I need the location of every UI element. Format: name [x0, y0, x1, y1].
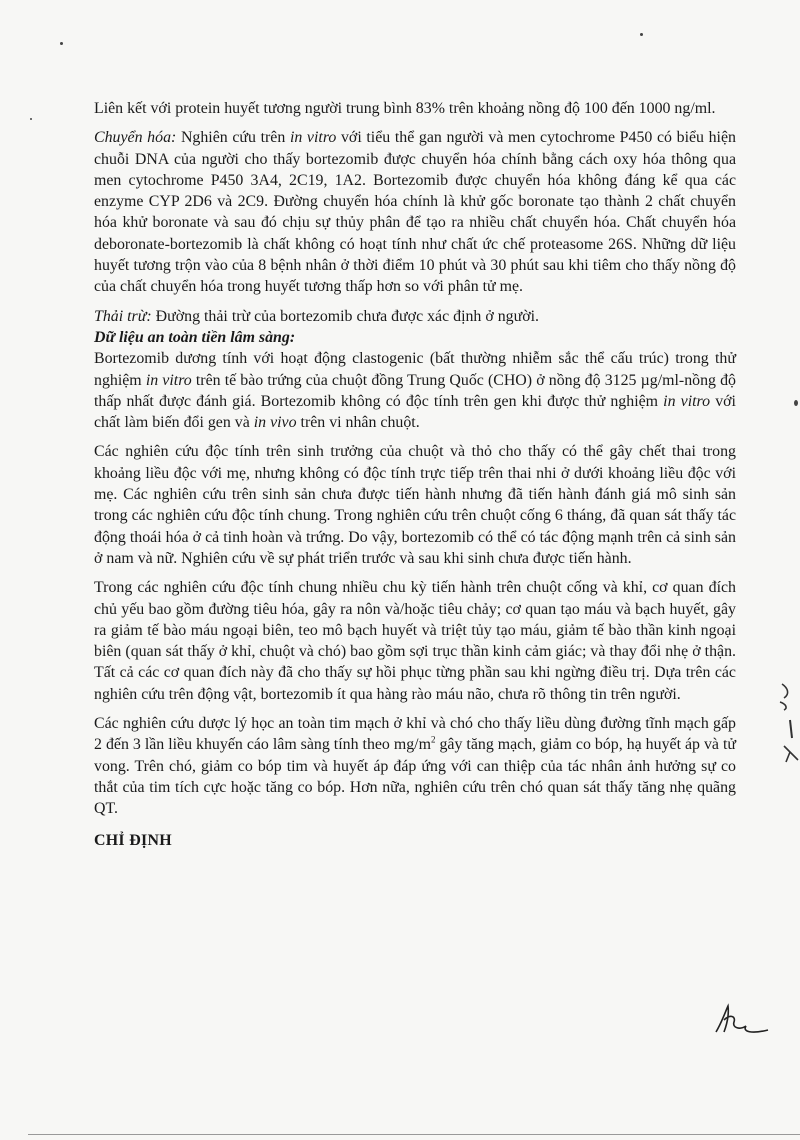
elimination-label: Thải trừ:	[94, 307, 152, 325]
in-vitro-term: in vitro	[145, 371, 192, 389]
scan-speck	[60, 42, 63, 45]
handwritten-initials	[712, 1000, 772, 1045]
clasto-text: Bortezomib dương tính với hoạt động clastogenic (bất thường nhiễm sắc thể cấu trúc) trong thử nghiệm	[94, 350, 736, 389]
in-vitro-term: in vitro	[289, 129, 337, 147]
margin-marks	[772, 680, 800, 785]
reproductive-paragraph: Các nghiên cứu độc tính trên sinh trưởng của chuột và thỏ cho thấy có thể gây chết thai trong khoảng liều độc với mẹ, nhưng không có độc tính trực tiếp trên thai nhi ở dưới khoảng liều độc với mẹ. Các nghiên cứu trên sinh sản chưa được tiến hành nhưng đã tiến hành đánh giá mô sinh sản trong các nghiên cứu độc tính chung. Trong nghiên cứu trên chuột cống 6 tháng, đã quan sát thấy tác động thoái hóa ở cả tinh hoàn và trứng. Do vậy, bortezomib có thể có tác động mạnh trên cả sinh sản ở nam và nữ. Nghiên cứu về sự phát triển trước và sau khi sinh chưa được tiến hành.	[94, 443, 736, 567]
binding-paragraph: Liên kết với protein huyết tương người trung bình 83% trên khoảng nồng độ 100 đến 1000 ng/ml.	[94, 100, 716, 117]
scan-speck	[30, 118, 32, 120]
document-page	[94, 98, 736, 851]
cardio-text: gây tăng mạch, giảm co bóp, hạ huyết áp và tử vong. Trên chó, giảm co bóp tim và huyết áp đáp ứng với can thiệp của tác nhân ảnh hưởng sự co thắt của tim tích cực hoặc tăng co bóp. Hơn nữa, nghiên cứu trên chó quan sát thấy tăng nhẹ quãng QT.	[94, 736, 736, 818]
clasto-text: với chất làm biến đổi gen và	[94, 392, 736, 432]
in-vitro-term: in vitro	[663, 392, 711, 410]
in-vivo-term: in vivo	[253, 414, 297, 432]
preclinical-heading: Dữ liệu an toàn tiền lâm sàng:	[94, 328, 296, 346]
metabolism-text: Nghiên cứu trên	[176, 129, 290, 147]
superscript: 2	[430, 735, 436, 746]
metabolism-paragraph	[94, 127, 736, 297]
elimination-paragraph	[94, 306, 736, 327]
indication-title: CHỈ ĐỊNH	[94, 831, 172, 849]
metabolism-text: với tiểu thể gan người và men cytochrome P450 có biểu hiện chuỗi DNA của người cho thấy bortezomib được chuyển hóa chính bằng cách oxy hóa thông qua men cytochrome P450 3A4, 2C19, 1A2. Bortezomib được chuyển hóa không đáng kể qua các enzyme CYP 2D6 và 2C9. Đường chuyển hóa chính là khử gốc boronate tạo thành 2 chất chuyển hóa khử boronate và sau đó chịu sự thủy phân để tạo ra nhiều chất chuyển hóa. Chất chuyển hóa deboronate-bortezomib là chất không có hoạt tính như chất ức chế proteasome 26S. Những dữ liệu huyết tương trộn vào của 8 bệnh nhân ở thời điểm 10 phút và 30 phút sau khi tiêm cho thấy nồng độ của chất chuyển hóa trong huyết tương thấp hơn so với phân tử mẹ.	[94, 129, 736, 296]
clasto-text: trên vi nhân chuột.	[296, 414, 420, 432]
metabolism-label: Chuyển hóa:	[94, 129, 177, 147]
general-toxicity-paragraph: Trong các nghiên cứu độc tính chung nhiều chu kỳ tiến hành trên chuột cống và khỉ, cơ quan đích chủ yếu bao gồm đường tiêu hóa, gây ra nôn và/hoặc tiêu chảy; cơ quan tạo máu và bạch huyết, gây ra giảm tế bào máu ngoại biên, teo mô bạch huyết và triệt tủy tạo máu, giảm tế bào thần kinh ngoại biên (quan sát thấy ở khỉ, chuột và chó) bao gồm sợi trục thần kinh cảm giác; và thay đổi nhẹ ở thận. Tất cả các cơ quan đích này đã cho thấy sự hồi phục từng phần sau khi ngừng điều trị. Dựa trên các nghiên cứu trên động vật, bortezomib ít qua hàng rào máu não, chưa rõ thông tin trên người.	[94, 579, 736, 703]
elimination-text: Đường thải trừ của bortezomib chưa được xác định ở người.	[151, 307, 540, 325]
clastogenic-paragraph	[94, 348, 736, 433]
cardio-text: Các nghiên cứu dược lý học an toàn tim mạch ở khỉ và chó cho thấy liều dùng đường tĩnh mạch gấp 2 đến 3 lần liều khuyến cáo lâm sàng tính theo mg/m	[94, 715, 736, 754]
scan-speck	[640, 33, 643, 36]
cardio-paragraph	[94, 713, 736, 819]
scan-edge-line	[28, 1134, 800, 1135]
scan-speck	[794, 400, 798, 406]
clasto-text: trên tế bào trứng của chuột đồng Trung Quốc (CHO) ở nồng độ 3125 µg/ml-nồng độ thấp nhất được đánh giá. Bortezomib không có độc tính trên gen khi được thử nghiệm	[94, 371, 736, 410]
